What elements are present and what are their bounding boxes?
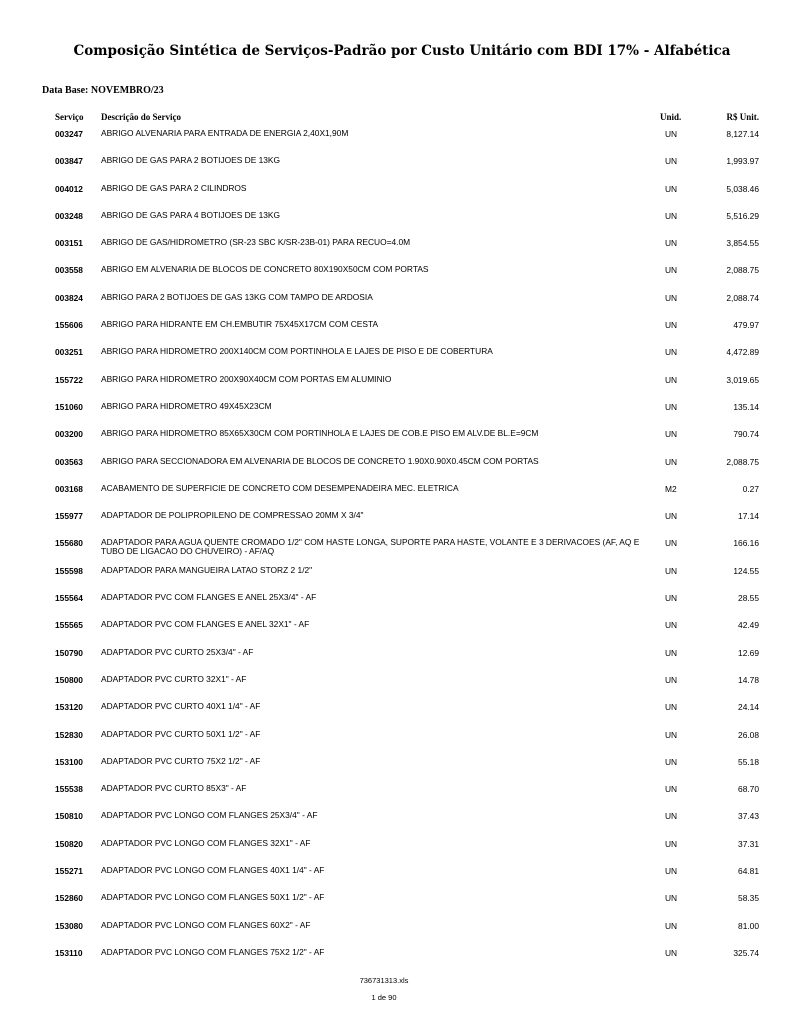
- service-description: ABRIGO PARA HIDRANTE EM CH.EMBUTIR 75X45X17CM COM CESTA: [101, 319, 379, 330]
- service-unit: UN: [665, 729, 678, 740]
- header-unit: Unid.: [660, 112, 682, 122]
- service-code: 155722: [55, 374, 83, 385]
- service-code: 155565: [55, 620, 83, 631]
- table-row: [0, 698, 768, 725]
- service-description: ABRIGO DE GAS/HIDROMETRO (SR-23 SBC K/SR-23B-01) PARA RECUO=4.0M: [101, 237, 411, 248]
- service-unit: UN: [665, 210, 678, 221]
- table-row: [0, 862, 768, 889]
- service-description: ABRIGO PARA HIDROMETRO 200X140CM COM PORTINHOLA E LAJES DE PISO E DE COBERTURA: [101, 346, 493, 357]
- service-unit-price: 81.00: [738, 920, 759, 931]
- service-description: ABRIGO DE GAS PARA 2 BOTIJOES DE 13KG: [101, 155, 281, 166]
- service-unit-price: 790.74: [733, 429, 759, 440]
- service-code: 153080: [55, 920, 83, 931]
- table-row: [0, 371, 768, 398]
- service-description: ABRIGO DE GAS PARA 2 CILINDROS: [101, 182, 247, 193]
- service-code: 155598: [55, 565, 83, 576]
- service-unit: UN: [665, 838, 678, 849]
- service-code: 153110: [55, 947, 83, 958]
- service-description: ADAPTADOR PVC CURTO 32X1" - AF: [101, 673, 247, 684]
- table-row: [0, 180, 768, 207]
- table-row: [0, 616, 768, 643]
- service-code: 153120: [55, 702, 83, 713]
- service-description: ADAPTADOR PVC LONGO COM FLANGES 75X2 1/2" - AF: [101, 946, 325, 957]
- service-unit: UN: [665, 920, 678, 931]
- service-description: ABRIGO PARA 2 BOTIJOES DE GAS 13KG COM TAMPO DE ARDOSIA: [101, 291, 373, 302]
- service-description: ADAPTADOR PARA MANGUEIRA LATAO STORZ 2 1/2": [101, 564, 313, 575]
- table-row: [0, 289, 768, 316]
- service-unit-price: 28.55: [738, 593, 759, 604]
- service-unit: UN: [665, 401, 678, 412]
- service-unit: UN: [665, 593, 678, 604]
- header-code: Serviço: [55, 112, 84, 122]
- service-unit: UN: [665, 565, 678, 576]
- service-unit: UN: [665, 811, 678, 822]
- header-description: Descrição do Serviço: [101, 112, 181, 122]
- table-row: [0, 753, 768, 780]
- service-unit-price: 14.78: [738, 674, 759, 685]
- table-row: [0, 562, 768, 589]
- service-unit: UN: [665, 620, 678, 631]
- table-row: [0, 780, 768, 807]
- service-unit: UN: [665, 538, 678, 549]
- table-row: [0, 917, 768, 944]
- service-unit-price: 5,038.46: [726, 183, 759, 194]
- service-unit-price: 325.74: [733, 947, 759, 958]
- table-row: [0, 343, 768, 370]
- service-description: ABRIGO PARA HIDROMETRO 85X65X30CM COM PORTINHOLA E LAJES DE COB.E PISO EM ALV.DE BL.E=9CM: [101, 428, 539, 439]
- service-code: 153100: [55, 756, 83, 767]
- page-title: Composição Sintética de Serviços-Padrão por Custo Unitário com BDI 17% - Alfabética: [73, 43, 731, 59]
- service-description: ABRIGO DE GAS PARA 4 BOTIJOES DE 13KG: [101, 209, 281, 220]
- service-unit: UN: [665, 238, 678, 249]
- service-unit: M2: [665, 483, 677, 494]
- service-code: 003200: [55, 429, 83, 440]
- service-description: ADAPTADOR PVC LONGO COM FLANGES 60X2" - AF: [101, 919, 311, 930]
- service-code: 003563: [55, 456, 83, 467]
- service-code: 152830: [55, 729, 83, 740]
- service-unit-price: 58.35: [738, 893, 759, 904]
- service-unit-price: 0.27: [742, 483, 759, 494]
- service-code: 150800: [55, 674, 83, 685]
- service-unit-price: 64.81: [738, 866, 759, 877]
- service-unit-price: 37.31: [738, 838, 759, 849]
- service-description: ADAPTADOR PVC LONGO COM FLANGES 40X1 1/4" - AF: [101, 865, 325, 876]
- service-unit: UN: [665, 156, 678, 167]
- table-row: [0, 944, 768, 971]
- service-description: ADAPTADOR PVC COM FLANGES E ANEL 25X3/4" - AF: [101, 592, 317, 603]
- service-unit: UN: [665, 129, 678, 139]
- service-unit: UN: [665, 947, 678, 958]
- service-unit-price: 12.69: [738, 647, 759, 658]
- table-row: [0, 398, 768, 425]
- table-row: [0, 234, 768, 261]
- service-description: ABRIGO PARA HIDROMETRO 49X45X23CM: [101, 400, 272, 411]
- service-unit: UN: [665, 292, 678, 303]
- service-code: 150790: [55, 647, 83, 658]
- service-code: 151060: [55, 401, 83, 412]
- service-description: ABRIGO PARA SECCIONADORA EM ALVENARIA DE BLOCOS DE CONCRETO 1.90X0.90X0.45CM COM PORTAS: [101, 455, 539, 466]
- service-unit-price: 166.16: [733, 538, 759, 549]
- service-unit-price: 135.14: [733, 401, 759, 412]
- service-code: 003151: [55, 238, 83, 249]
- service-table: [0, 125, 768, 971]
- header-price: R$ Unit.: [726, 112, 759, 122]
- table-row: [0, 589, 768, 616]
- table-row: [0, 534, 768, 561]
- table-row: [0, 480, 768, 507]
- service-unit-price: 17.14: [738, 511, 759, 522]
- service-code: 152860: [55, 893, 83, 904]
- service-code: 004012: [55, 183, 83, 194]
- service-code: 003168: [55, 483, 83, 494]
- service-description: ADAPTADOR PVC CURTO 75X2 1/2" - AF: [101, 755, 261, 766]
- service-unit-price: 37.43: [738, 811, 759, 822]
- table-row: [0, 889, 768, 916]
- service-unit-price: 8,127.14: [726, 129, 759, 139]
- table-row: [0, 453, 768, 480]
- service-description: ADAPTADOR PVC CURTO 40X1 1/4" - AF: [101, 701, 261, 712]
- service-description: ADAPTADOR PVC CURTO 85X3" - AF: [101, 783, 247, 794]
- data-base-label: Data Base: NOVEMBRO/23: [42, 85, 164, 96]
- service-unit-price: 2,088.75: [726, 456, 759, 467]
- service-code: 003847: [55, 156, 83, 167]
- service-description: ADAPTADOR PVC CURTO 25X3/4" - AF: [101, 646, 254, 657]
- service-unit: UN: [665, 784, 678, 795]
- table-row: [0, 671, 768, 698]
- service-unit: UN: [665, 511, 678, 522]
- service-code: 155977: [55, 511, 83, 522]
- service-unit: UN: [665, 183, 678, 194]
- service-unit: UN: [665, 702, 678, 713]
- service-unit-price: 124.55: [733, 565, 759, 576]
- service-description: ACABAMENTO DE SUPERFICIE DE CONCRETO COM DESEMPENADEIRA MEC. ELETRICA: [101, 482, 459, 493]
- table-row: [0, 316, 768, 343]
- service-unit-price: 479.97: [733, 320, 759, 331]
- service-description: ABRIGO EM ALVENARIA DE BLOCOS DE CONCRETO 80X190X50CM COM PORTAS: [101, 264, 429, 275]
- service-unit-price: 2,088.75: [726, 265, 759, 276]
- service-unit-price: 24.14: [738, 702, 759, 713]
- service-unit: UN: [665, 347, 678, 358]
- service-unit: UN: [665, 674, 678, 685]
- service-description: ADAPTADOR PVC COM FLANGES E ANEL 32X1" - AF: [101, 619, 310, 630]
- service-unit-price: 2,088.74: [726, 292, 759, 303]
- service-unit-price: 26.08: [738, 729, 759, 740]
- footer-filename: 736731313.xls: [359, 976, 409, 985]
- service-unit-price: 1,993.97: [726, 156, 759, 167]
- service-unit-price: 3,019.65: [726, 374, 759, 385]
- service-code: 155564: [55, 593, 83, 604]
- service-unit-price: 55.18: [738, 756, 759, 767]
- service-unit-price: 3,854.55: [726, 238, 759, 249]
- table-row: [0, 507, 768, 534]
- table-row: [0, 125, 768, 152]
- service-code: 003248: [55, 210, 83, 221]
- service-description: ADAPTADOR PVC LONGO COM FLANGES 25X3/4" - AF: [101, 810, 318, 821]
- service-unit-price: 4,472.89: [726, 347, 759, 358]
- table-row: [0, 726, 768, 753]
- footer-page-number: 1 de 90: [371, 993, 397, 1002]
- table-row: [0, 835, 768, 862]
- service-description: ADAPTADOR PVC LONGO COM FLANGES 32X1" - AF: [101, 837, 311, 848]
- table-row: [0, 152, 768, 179]
- service-code: 003251: [55, 347, 83, 358]
- table-row: [0, 425, 768, 452]
- service-code: 150820: [55, 838, 83, 849]
- table-row: [0, 261, 768, 288]
- service-code: 155538: [55, 784, 83, 795]
- service-unit-price: 5,516.29: [726, 210, 759, 221]
- service-unit: UN: [665, 647, 678, 658]
- service-unit-price: 42.49: [738, 620, 759, 631]
- service-code: 155606: [55, 320, 83, 331]
- service-unit: UN: [665, 756, 678, 767]
- service-unit: UN: [665, 866, 678, 877]
- service-code: 003824: [55, 292, 83, 303]
- service-unit: UN: [665, 429, 678, 440]
- service-unit: UN: [665, 456, 678, 467]
- service-code: 003247: [55, 129, 83, 139]
- service-unit: UN: [665, 265, 678, 276]
- service-unit: UN: [665, 893, 678, 904]
- service-description: ADAPTADOR PARA AGUA QUENTE CROMADO 1/2" COM HASTE LONGA, SUPORTE PARA HASTE, VOLANTE E 3 DERIVACOES (AF, AQ E TUBO DE LIGACAO DO CHUVEIRO) - AF/AQ: [101, 537, 640, 557]
- table-row: [0, 207, 768, 234]
- service-description: ABRIGO ALVENARIA PARA ENTRADA DE ENERGIA 2,40X1,90M: [101, 128, 349, 138]
- service-description: ADAPTADOR PVC CURTO 50X1 1/2" - AF: [101, 728, 261, 739]
- table-row: [0, 644, 768, 671]
- service-description: ADAPTADOR DE POLIPROPILENO DE COMPRESSAO 20MM X 3/4": [101, 510, 364, 521]
- service-code: 155680: [55, 538, 83, 549]
- service-description: ADAPTADOR PVC LONGO COM FLANGES 50X1 1/2" - AF: [101, 892, 325, 903]
- service-code: 150810: [55, 811, 83, 822]
- table-row: [0, 807, 768, 834]
- service-code: 155271: [55, 866, 83, 877]
- service-unit: UN: [665, 320, 678, 331]
- service-unit-price: 68.70: [738, 784, 759, 795]
- service-description: ABRIGO PARA HIDROMETRO 200X90X40CM COM PORTAS EM ALUMINIO: [101, 373, 392, 384]
- service-unit: UN: [665, 374, 678, 385]
- service-code: 003558: [55, 265, 83, 276]
